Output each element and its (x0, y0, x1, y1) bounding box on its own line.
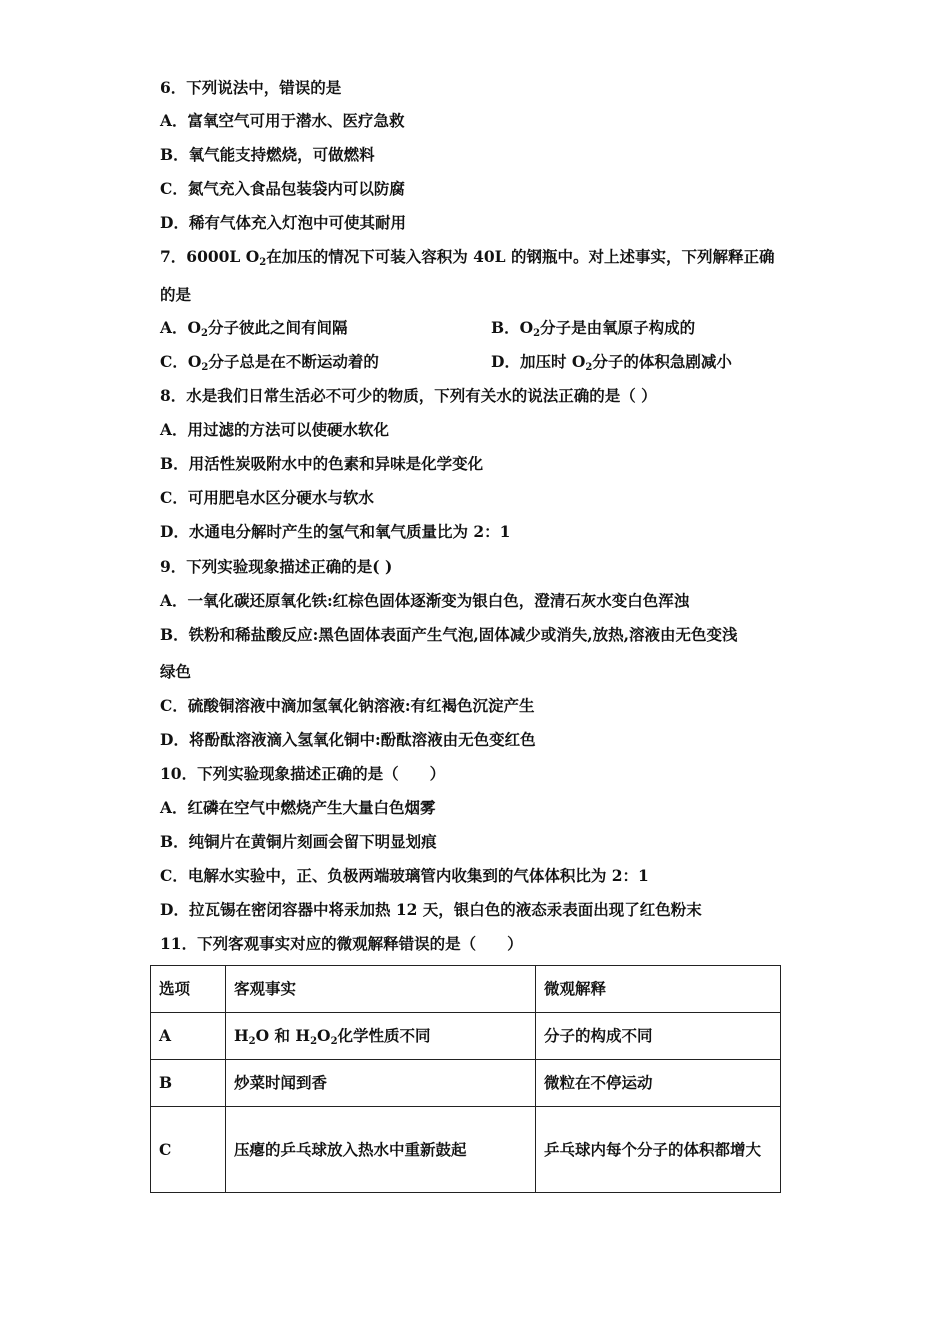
row-c-fact: 压瘪的乒乓球放入热水中重新鼓起 (226, 1107, 536, 1193)
table-row (151, 1013, 781, 1060)
q6-option-d: D．稀有气体充入灯泡中可使其耐用 (160, 213, 406, 232)
header-fact: 客观事实 (226, 966, 536, 1013)
q8-option-d: D．水通电分解时产生的氢气和氧气质量比为 2：1 (160, 522, 511, 541)
q9-option-d: D．将酚酞溶液滴入氢氧化铜中:酚酞溶液由无色变红色 (160, 730, 536, 749)
row-a-explanation: 分子的构成不同 (536, 1013, 781, 1060)
header-option: 选项 (151, 966, 226, 1013)
q7-option-a: A．$O_2$分子彼此之间有间隔 (160, 318, 348, 339)
row-b-fact: 炒菜时闻到香 (226, 1060, 536, 1107)
q7-stem: 7．6000L $O_2$在加压的情况下可装入容积为 40L 的钢瓶中。对上述事实，下列解释正确 (160, 247, 775, 268)
row-a-option: A (151, 1013, 226, 1060)
table-row (151, 1060, 781, 1107)
q11-table (150, 965, 781, 1193)
q8-option-b: B．用活性炭吸附水中的色素和异味是化学变化 (160, 454, 484, 473)
q9-option-c: C．硫酸铜溶液中滴加氢氧化钠溶液:有红褐色沉淀产生 (160, 696, 535, 715)
q7-option-d: D．加压时 $O_2$分子的体积急剧减小 (491, 352, 732, 373)
table-row (151, 1107, 781, 1193)
q10-stem: 10．下列实验现象描述正确的是（ ） (160, 764, 446, 783)
q9-option-a: A．一氧化碳还原氧化铁:红棕色固体逐渐变为银白色，澄清石灰水变白色浑浊 (160, 591, 690, 610)
row-a-fact: $H_2O$ 和 $H_2O_2$化学性质不同 (226, 1013, 536, 1060)
q6-option-c: C．氮气充入食品包装袋内可以防腐 (160, 179, 405, 198)
row-c-explanation: 乒乓球内每个分子的体积都增大 (536, 1107, 781, 1193)
q10-option-b: B．纯铜片在黄铜片刻画会留下明显划痕 (160, 832, 437, 851)
q7-option-b: B．$O_2$分子是由氧原子构成的 (491, 318, 696, 339)
q7-option-c: C．$O_2$分子总是在不断运动着的 (160, 352, 379, 373)
q6-stem: 6．下列说法中，错误的是 (160, 78, 342, 97)
q10-option-c: C．电解水实验中，正、负极两端玻璃管内收集到的气体体积比为 2：1 (160, 866, 649, 885)
q8-option-c: C．可用肥皂水区分硬水与软水 (160, 488, 374, 507)
row-b-option: B (151, 1060, 226, 1107)
q6-option-b: B．氧气能支持燃烧，可做燃料 (160, 145, 375, 164)
q6-option-a: A．富氧空气可用于潜水、医疗急救 (160, 111, 405, 130)
q9-option-b-line2: 绿色 (160, 662, 192, 681)
q9-stem: 9．下列实验现象描述正确的是( ) (160, 557, 393, 576)
row-c-option: C (151, 1107, 226, 1193)
q8-stem: 8．水是我们日常生活必不可少的物质，下列有关水的说法正确的是（ ） (160, 386, 657, 405)
q8-option-a: A．用过滤的方法可以使硬水软化 (160, 420, 390, 439)
q10-option-a: A．红磷在空气中燃烧产生大量白色烟雾 (160, 798, 436, 817)
q7-stem-line2: 的是 (160, 285, 192, 304)
row-b-explanation: 微粒在不停运动 (536, 1060, 781, 1107)
table-header-row (151, 966, 781, 1013)
header-explanation: 微观解释 (536, 966, 781, 1013)
q9-option-b: B．铁粉和稀盐酸反应:黑色固体表面产生气泡,固体减少或消失,放热,溶液由无色变浅 (160, 625, 738, 644)
q11-stem: 11．下列客观事实对应的微观解释错误的是（ ） (160, 934, 523, 953)
q10-option-d: D．拉瓦锡在密闭容器中将汞加热 12 天，银白色的液态汞表面出现了红色粉末 (160, 900, 702, 919)
